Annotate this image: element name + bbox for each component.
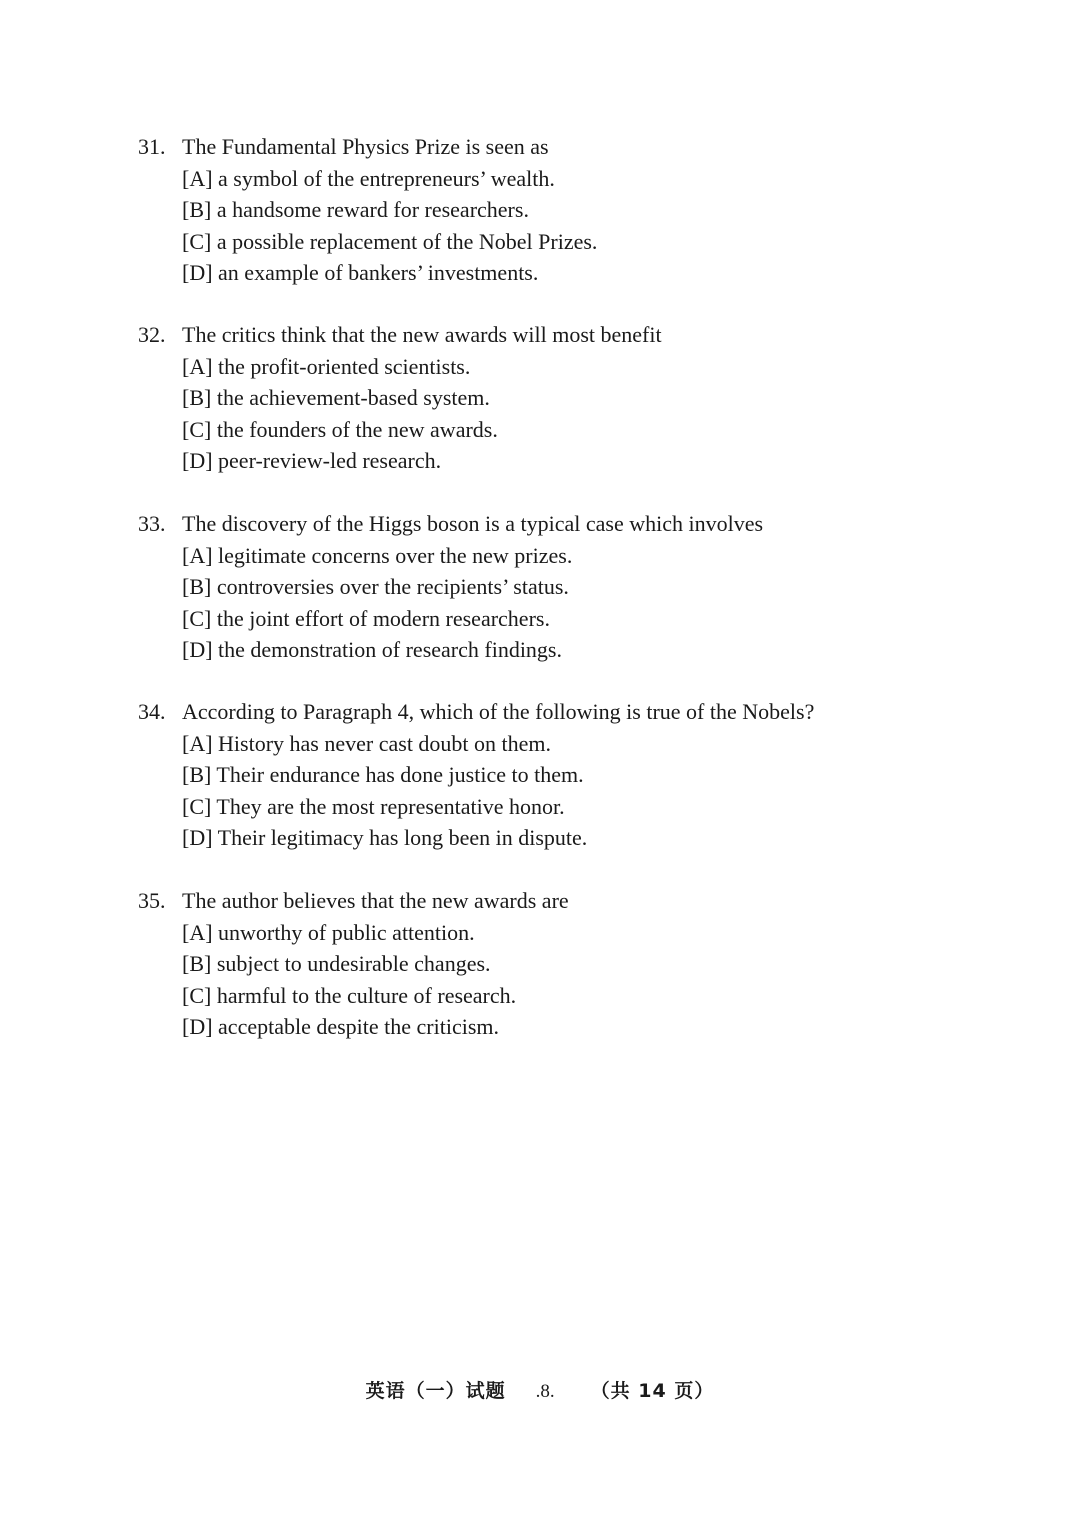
option-list [182,728,938,854]
question-stem-line [138,885,938,917]
page-footer [0,1376,1080,1407]
option-a: [A] unworthy of public attention. [182,919,475,945]
option-c: [C] a possible replacement of the Nobel Prizes. [182,228,598,254]
question-stem: The author believes that the new awards are [182,888,569,913]
question-number: 31. [138,134,166,159]
question-34 [138,696,938,854]
question-stem-line [138,508,938,540]
option-d: [D] Their legitimacy has long been in dispute. [182,825,588,850]
option-c: [C] the joint effort of modern researchers. [182,605,550,631]
option-a: [A] legitimate concerns over the new prizes. [182,542,573,568]
question-stem: The Fundamental Physics Prize is seen as [182,134,549,159]
option-d: [D] acceptable despite the criticism. [182,1014,500,1039]
option-b: [B] controversies over the recipients’ status. [182,574,569,599]
question-number: 32. [138,322,166,347]
option-d: [D] an example of bankers’ investments. [182,260,539,285]
footer-page-number: .8. [535,1381,555,1402]
option-list [182,917,938,1043]
option-b: [B] a handsome reward for researchers. [182,197,529,222]
option-a: [A] a symbol of the entrepreneurs’ wealth. [182,165,555,191]
question-stem: According to Paragraph 4, which of the following is true of the Nobels? [182,699,815,724]
option-list [182,163,938,289]
question-number: 34. [138,699,166,724]
option-b: [B] subject to undesirable changes. [182,951,491,976]
question-31 [138,131,938,289]
question-32 [138,319,938,477]
footer-subject: 英语（一）试题 [365,1380,506,1402]
question-stem: The discovery of the Higgs boson is a typical case which involves [182,511,764,536]
question-stem-line [138,696,938,728]
option-b: [B] Their endurance has done justice to them. [182,762,584,787]
option-c: [C] They are the most representative honor. [182,793,565,819]
question-stem-line [138,319,938,351]
footer-total-pages: （共 14 页） [590,1380,715,1402]
option-d: [D] the demonstration of research findings. [182,637,562,662]
option-d: [D] peer-review-led research. [182,448,442,473]
option-list [182,351,938,477]
option-a: [A] the profit-oriented scientists. [182,353,471,379]
question-35 [138,885,938,1043]
option-list [182,540,938,666]
question-stem: The critics think that the new awards will most benefit [182,322,662,347]
question-number: 33. [138,511,166,536]
option-c: [C] the founders of the new awards. [182,416,498,442]
question-33 [138,508,938,666]
option-b: [B] the achievement-based system. [182,385,490,410]
option-c: [C] harmful to the culture of research. [182,982,517,1008]
question-number: 35. [138,888,166,913]
question-stem-line [138,131,938,163]
option-a: [A] History has never cast doubt on them. [182,730,552,756]
